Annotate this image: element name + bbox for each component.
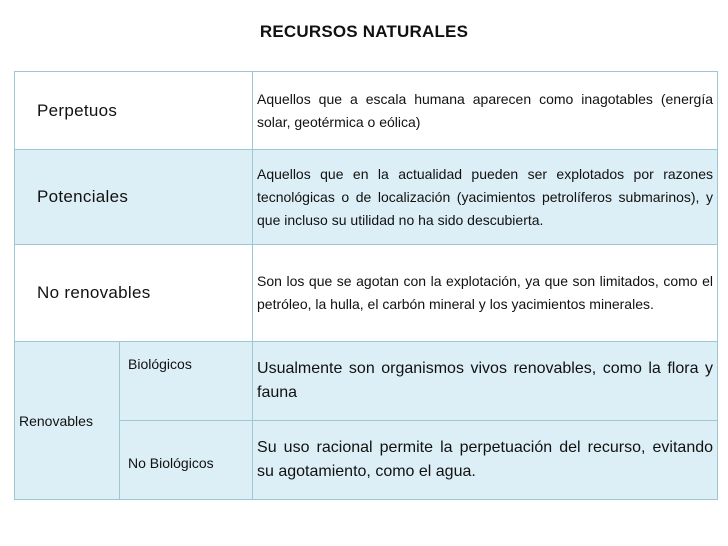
row-label-renovables: Renovables	[19, 412, 93, 429]
row-description-cell	[253, 245, 718, 342]
sub-label-cell	[120, 342, 253, 421]
row-label-cell	[15, 245, 253, 342]
sub-label-biologicos: Biológicos	[128, 356, 192, 372]
sub-description-cell	[253, 342, 718, 421]
row-description-potenciales: Aquellos que en la actualidad pueden ser explotados por razones tecnológicas o de localización (yacimientos petrolíferos submarinos), y que incluso su utilidad no ha sido descubierta.	[257, 165, 714, 228]
table-row	[15, 72, 718, 150]
row-description-cell	[253, 72, 718, 150]
sub-label-cell	[120, 421, 253, 500]
sub-description-cell	[253, 421, 718, 500]
row-label-no-renovables: No renovables	[37, 283, 151, 302]
row-label-perpetuos: Perpetuos	[37, 100, 118, 120]
page-title: RECURSOS NATURALES	[259, 22, 469, 41]
sub-description-biologicos: Usualmente son organismos vivos renovables, como la flora y fauna	[257, 360, 714, 401]
table-row	[15, 421, 718, 500]
table-row	[15, 150, 718, 245]
row-description-cell	[253, 150, 718, 245]
row-description-perpetuos: Aquellos que a escala humana aparecen como inagotables (energía solar, geotérmica o eólica)	[257, 90, 714, 130]
row-label-cell	[15, 72, 253, 150]
table-row	[15, 245, 718, 342]
resources-table	[14, 71, 718, 500]
row-label-potenciales: Potenciales	[37, 187, 129, 206]
row-description-no-renovables: Son los que se agotan con la explotación, ya que son limitados, como el petróleo, la hulla, el carbón mineral y los yacimientos minerales.	[257, 273, 714, 312]
sub-label-no-biologicos: No Biológicos	[128, 455, 214, 471]
row-label-cell	[15, 150, 253, 245]
table-row	[15, 342, 718, 421]
renovables-cell	[15, 342, 120, 500]
sub-description-no-biologicos: Su uso racional permite la perpetuación del recurso, evitando su agotamiento, como el agua.	[257, 439, 714, 480]
